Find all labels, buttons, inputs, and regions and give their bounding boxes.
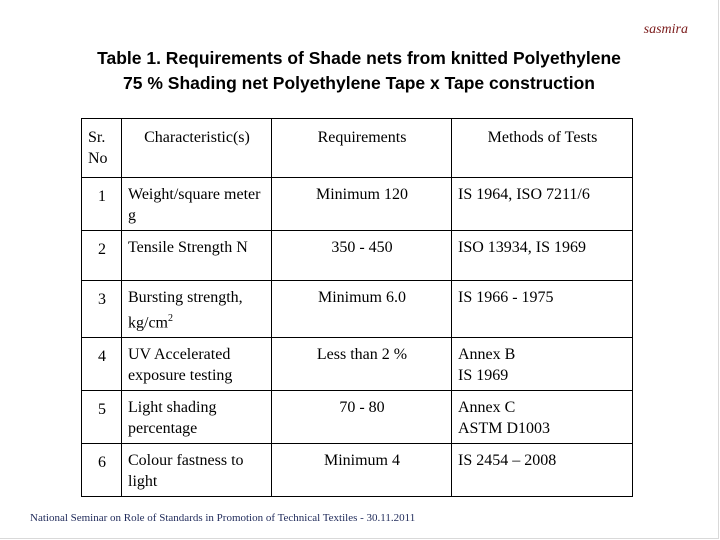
- row-method: ISO 13934, IS 1969: [452, 231, 633, 281]
- row-method: IS 1964, ISO 7211/6: [452, 178, 633, 231]
- row-requirement: Minimum 4: [272, 444, 452, 497]
- method-line-1: Annex C: [458, 399, 516, 417]
- row-requirement: 350 - 450: [272, 231, 452, 281]
- characteristic-text: Bursting strength, kg/cm: [128, 289, 243, 332]
- row-method: [452, 338, 633, 391]
- footer-text: National Seminar on Role of Standards in Promotion of Technical Textiles - 30.11.2011: [30, 512, 416, 524]
- table-row: [82, 391, 633, 444]
- method-line-1: Annex B: [458, 346, 516, 364]
- table-header-row: [82, 119, 633, 178]
- header-requirements: Requirements: [272, 119, 452, 178]
- row-number: 6: [82, 444, 122, 497]
- table-row: [82, 231, 633, 281]
- row-characteristic: [122, 281, 272, 338]
- row-characteristic: Light shading percentage: [122, 391, 272, 444]
- row-characteristic: Tensile Strength N: [122, 231, 272, 281]
- method-line-2: IS 1969: [458, 367, 509, 385]
- characteristic-superscript: 2: [168, 313, 173, 324]
- row-requirement: Minimum 6.0: [272, 281, 452, 338]
- page-title: [0, 46, 718, 96]
- row-number: 1: [82, 178, 122, 231]
- table-row: [82, 178, 633, 231]
- row-number: 2: [82, 231, 122, 281]
- title-line-1: Table 1. Requirements of Shade nets from knitted Polyethylene: [97, 48, 621, 68]
- row-characteristic: Colour fastness to light: [122, 444, 272, 497]
- row-number: 3: [82, 281, 122, 338]
- row-requirement: 70 - 80: [272, 391, 452, 444]
- table-row: [82, 281, 633, 338]
- table-row: [82, 444, 633, 497]
- row-number: 5: [82, 391, 122, 444]
- header-sr-no: Sr. No: [82, 119, 122, 178]
- row-requirement: Minimum 120: [272, 178, 452, 231]
- title-line-2: 75 % Shading net Polyethylene Tape x Tape construction: [123, 73, 595, 93]
- row-number: 4: [82, 338, 122, 391]
- row-characteristic: Weight/square meter g: [122, 178, 272, 231]
- requirements-table: [81, 118, 633, 497]
- row-characteristic: UV Accelerated exposure testing: [122, 338, 272, 391]
- row-method: IS 1966 - 1975: [452, 281, 633, 338]
- row-requirement: Less than 2 %: [272, 338, 452, 391]
- header-characteristic: Characteristic(s): [122, 119, 272, 178]
- header-methods: Methods of Tests: [452, 119, 633, 178]
- row-method: IS 2454 – 2008: [452, 444, 633, 497]
- method-line-2: ASTM D1003: [458, 420, 551, 438]
- brand-label: sasmira: [643, 22, 688, 37]
- table-row: [82, 338, 633, 391]
- row-method: [452, 391, 633, 444]
